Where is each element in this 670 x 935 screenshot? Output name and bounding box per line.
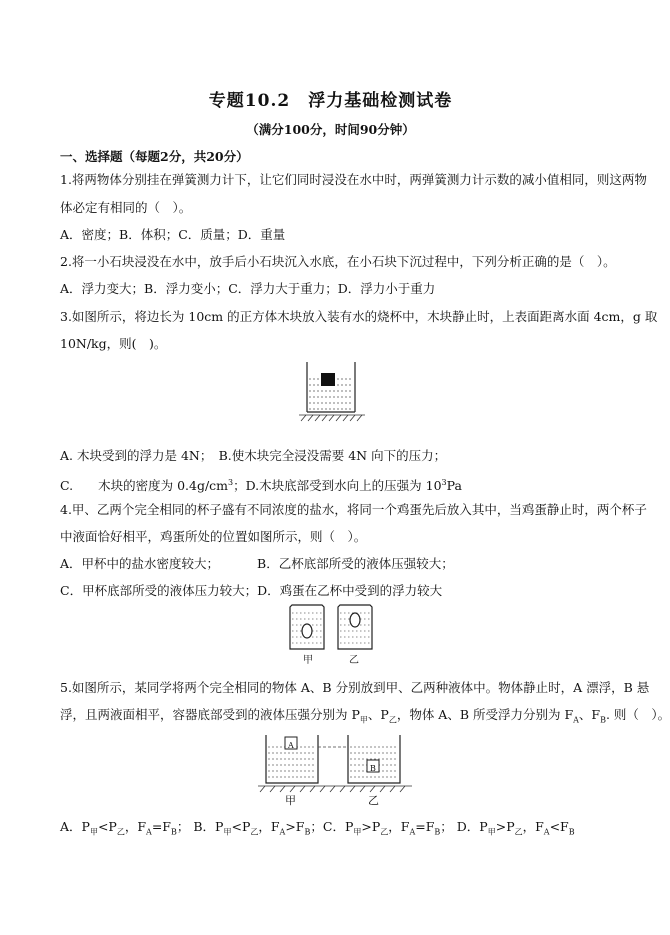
q3-option-d: ；D.木块底部受到水向上的压强为 10	[233, 478, 442, 494]
q4-egg-left	[302, 624, 312, 638]
q4-label-jia: 甲	[303, 655, 313, 666]
q3-option-c: C. 木块的密度为 0.4g/cm	[60, 478, 229, 494]
q5-option-c: C．$P_甲>P_乙$，$F_A=F_B$；	[322, 819, 453, 837]
q5-label-jia: 甲	[285, 794, 296, 807]
q3-wood-block	[321, 373, 335, 386]
q5-block-a-label: A	[288, 741, 294, 750]
q4-options-ab	[60, 556, 454, 572]
q4-option-b: B．乙杯底部所受的液体压强较大；	[257, 556, 454, 571]
q1-stem-line2: 体必定有相同的（ ）。	[60, 200, 192, 215]
q4-cup-right	[338, 605, 372, 649]
q3-options-ab: A. 木块受到的浮力是 4N； B.使木块完全浸没需要 4N 向下的压力；	[60, 448, 447, 463]
page-title: 专题10.2 浮力基础检测试卷	[208, 91, 453, 111]
q3-stem-line1: 3.如图所示，将边长为 10cm 的正方体木块放入装有水的烧杯中，木块静止时，上表面距离水面 4cm，g 取	[60, 309, 658, 324]
q3-beaker-figure	[297, 360, 369, 422]
q3-options-cd: C. 木块的密度为 $0.4g/cm^3$；D.木块底部受到水向上的压强为 $10^3Pa$	[60, 478, 462, 494]
q4-egg-right	[350, 613, 360, 627]
q2-options: A．浮力变大；B．浮力变小；C．浮力大于重力；D．浮力小于重力	[60, 281, 436, 296]
q4-cups-figure	[286, 603, 378, 651]
q1-stem-line1: 1.将两物体分别挂在弹簧测力计下，让它们同时浸没在水中时，两弹簧测力计示数的减小值相同，则这两物	[60, 172, 647, 187]
q5-option-a: A．$P_甲<P_乙$，$F_A=F_B$；	[60, 819, 190, 837]
q4-option-a: A．甲杯中的盐水密度较大；	[60, 556, 220, 571]
q4-cup-left	[290, 605, 324, 649]
q5-option-d: D．$P_甲>P_乙$，$F_A<F_B$	[456, 819, 575, 837]
q3-ground	[299, 415, 365, 421]
q5-options	[60, 819, 575, 841]
q4-stem-line1: 4.甲、乙两个完全相同的杯子盛有不同浓度的盐水，将同一个鸡蛋先后放入其中，当鸡蛋静止时，两个杯子	[60, 502, 647, 517]
q1-options: A．密度；B．体积；C．质量；D．重量	[60, 227, 286, 242]
q3-stem-line2: 10N/kg，则( )。	[60, 336, 167, 351]
q4-stem-line2: 中液面恰好相平，鸡蛋所处的位置如图所示，则（ ）。	[60, 529, 367, 544]
q5-option-b: B．$P_甲<P_乙$，$F_A>F_B$；	[193, 819, 323, 837]
q3-beaker	[307, 362, 355, 412]
q5-containers-figure	[256, 733, 416, 793]
q5-block-b-label: B	[370, 764, 376, 773]
q5-ground	[258, 786, 412, 792]
page-subtitle: （满分100分，时间90分钟）	[246, 122, 415, 137]
q5-stem-line1: 5.如图所示，某同学将两个完全相同的物体 A、B 分别放到甲、乙两种液体中。物体静止时，A 漂浮，B 悬	[60, 680, 650, 695]
q4-label-yi: 乙	[349, 655, 359, 666]
q5-stem-line2: 浮，且两液面相平，容器底部受到的液体压强分别为 $P_甲$、$P_乙$，物体 A、B 所受浮力分别为 $F_A$、$F_B$. 则（ ）。	[60, 707, 670, 725]
q4-options-cd: C．甲杯底部所受的液体压力较大；D．鸡蛋在乙杯中受到的浮力较大	[60, 583, 443, 598]
section-heading: 一、选择题（每题2分，共20分）	[60, 149, 249, 164]
q5-label-yi: 乙	[368, 794, 379, 807]
q2-stem: 2.将一小石块浸没在水中，放手后小石块沉入水底，在小石块下沉过程中，下列分析正确的是（ ）。	[60, 254, 616, 269]
